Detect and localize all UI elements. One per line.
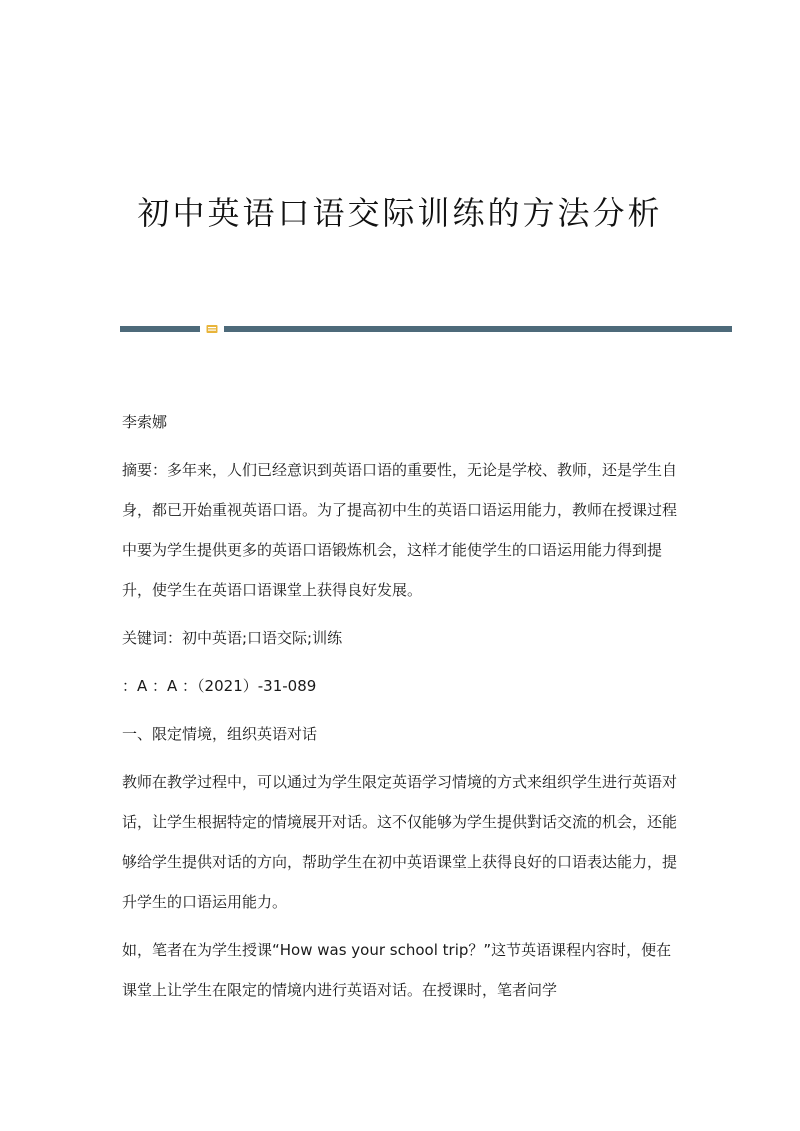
section-heading: 一、限定情境，组织英语对话 — [122, 725, 318, 743]
body-paragraph-2: 如，笔者在为学生授课“How was your school trip？”这节英语课程内容时，便在课堂上让学生在限定的情境内进行英语对话。在授课时，笔者问学 — [122, 941, 672, 999]
abstract: 摘要：多年来，人们已经意识到英语口语的重要性，无论是学校、教师，还是学生自身，都已开始重视英语口语。为了提高初中生的英语口语运用能力，教师在授课过程中要为学生提供更多的英语口语锻炼机会，这样才能使学生的口语运用能力得到提升，使学生在英语口语课堂上获得良好发展。 — [122, 461, 678, 599]
body-paragraph: 教师在教学过程中，可以通过为学生限定英语学习情境的方式来组织学生进行英语对话，让学生根据特定的情境展开对话。这不仅能够为学生提供對话交流的机会，还能够给学生提供对话的方向，帮助学生在初中英语课堂上获得良好的口语表达能力，提升学生的口语运用能力。 — [122, 773, 678, 911]
document-title: 初中英语口语交际训练的方法分析 — [137, 194, 663, 232]
document-emblem-icon — [206, 324, 218, 334]
author: 李索娜 — [122, 413, 168, 431]
divider-bar-left — [120, 326, 200, 332]
divider-bar-right — [224, 326, 732, 332]
classification-line: ：A ：A ：（2021）-31-089 — [122, 677, 317, 695]
title-divider — [120, 324, 732, 334]
keywords: 关键词：初中英语;口语交际;训练 — [122, 629, 343, 647]
document-body — [122, 402, 678, 1016]
